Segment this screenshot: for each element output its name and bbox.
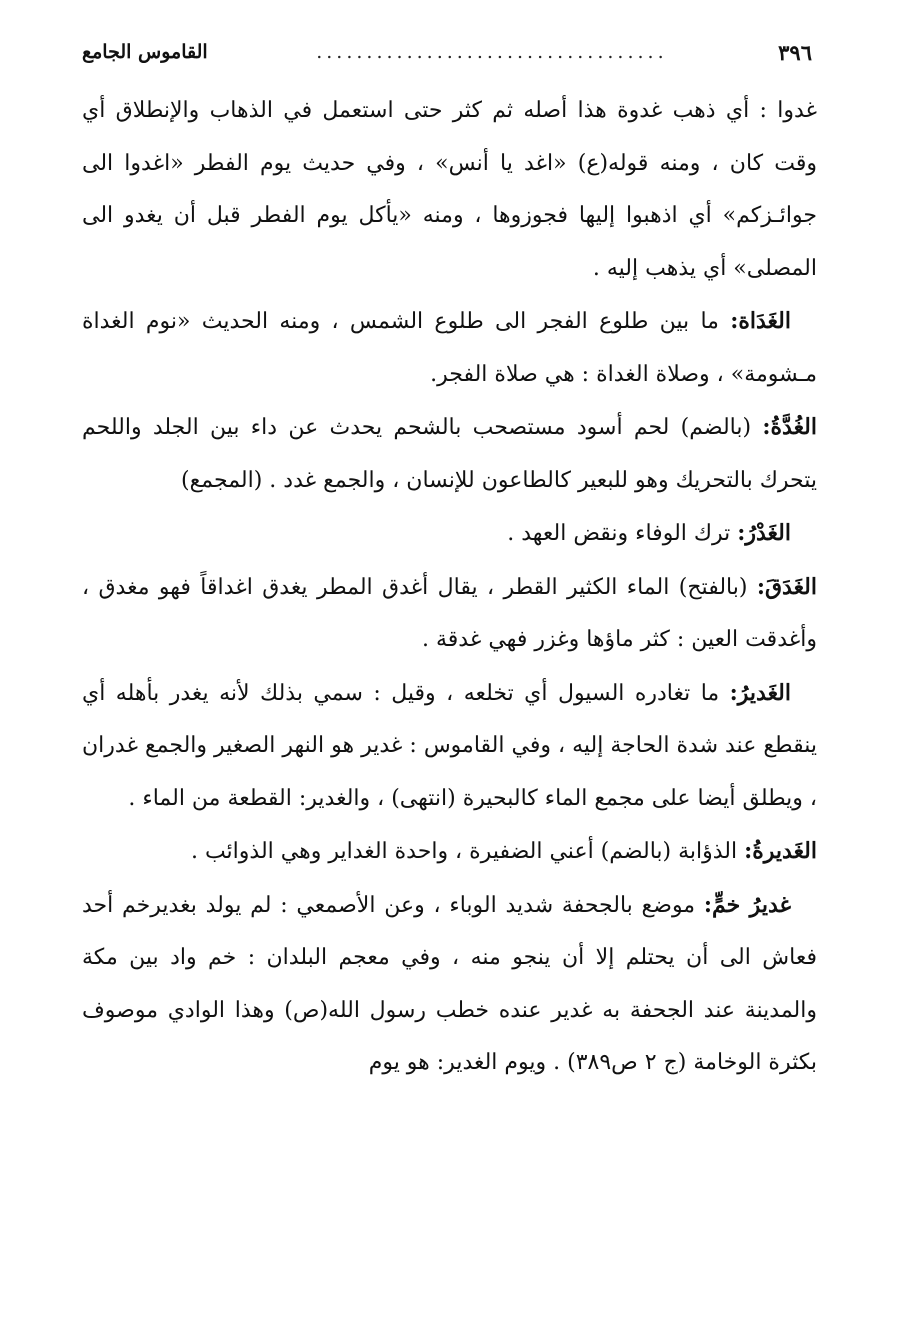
dictionary-entry (82, 295, 817, 401)
entry-headword: غديرُ خمٍّ: (703, 891, 791, 918)
entry-definition: ما بين طلوع الفجر الى طلوع الشمس ، ومنه الحديث «نوم الغداة مـشومة» ، وصلاة الغداة : هي صلاة الفجر. (82, 309, 817, 387)
book-title: القاموس الجامع (82, 41, 208, 63)
entry-definition: (بالفتح) الماء الكثير القطر ، يقال أغدق المطر يغدق اغداقاً فهو مغدق ، وأغدقت العين : كثر ماؤها وغزر فهي غدقة . (82, 574, 817, 652)
entry-headword: الغَديرةُ: (744, 838, 817, 864)
dictionary-entry (82, 879, 817, 1090)
entry-headword: الغُدَّةُ: (762, 414, 817, 440)
entry-definition: موضع بالجحفة شديد الوباء ، وعن الأصمعي : لم يولد بغديرخم أحد فعاش الى أن يحتلم إلا أن ينجو منه ، وفي معجم البلدان : خم واد بين مكة والمدينة عند الجحفة به غدير عنده خطب رسول الله(ص) وهذا الوادي موصوف بكثرة الوخامة (ج ٢ ص٣٨٩) . ويوم الغدير: هو يوم (82, 892, 817, 1075)
entry-definition: (بالضم) لحم أسود مستصحب بالشحم يحدث عن داء بين الجلد واللحم يتحرك بالتحريك وهو للبعير كالطاعون للإنسان ، والجمع غدد . (المجمع) (82, 415, 817, 493)
page-number: ٣٩٦ (778, 39, 812, 65)
entry-definition: ما تغادره السيول أي تخلعه ، وقيل : سمي بذلك لأنه يغدر بأهله أي ينقطع عند شدة الحاجة إليه ، وفي القاموس : غدير هو النهر الصغير والجمع غدران ، ويطلق أيضا على مجمع الماء كالبحيرة (انتهى) ، والغدير: القطعة من الماء . (82, 680, 817, 811)
dot-leader: ................................... (316, 41, 668, 63)
page-body (82, 84, 817, 1090)
entry-headword: الغَديرُ: (729, 679, 791, 706)
entry-headword: الغَدَقَ: (756, 573, 817, 600)
dictionary-entry (82, 507, 817, 561)
entry-definition: ترك الوفاء ونقض العهد . (507, 521, 738, 546)
entry-definition: الذؤابة (بالضم) أعني الضفيرة ، واحدة الغداير وهي الذوائب . (190, 839, 745, 864)
dictionary-entry (82, 667, 817, 826)
entry-headword: الغَدَاة: (730, 308, 791, 334)
dictionary-entry (82, 84, 817, 295)
entry-headword: الغَدْرُ: (737, 520, 791, 546)
dictionary-entry (82, 825, 817, 879)
running-header (82, 34, 812, 70)
dictionary-entry (82, 561, 817, 667)
dictionary-entry (82, 401, 817, 507)
entry-definition: غدوا : أي ذهب غدوة هذا أصله ثم كثر حتى استعمل في الذهاب والإنطلاق أي وقت كان ، ومنه قوله(ع) «اغد يا أنس» ، وفي حديث يوم الفطر «اغدوا الى جوائـزكم» أي اذهبوا إليها فجوزوها ، ومنه «يأكل يوم الفطر قبل أن يغدو الى المصلى» أي يذهب إليه . (82, 98, 817, 281)
